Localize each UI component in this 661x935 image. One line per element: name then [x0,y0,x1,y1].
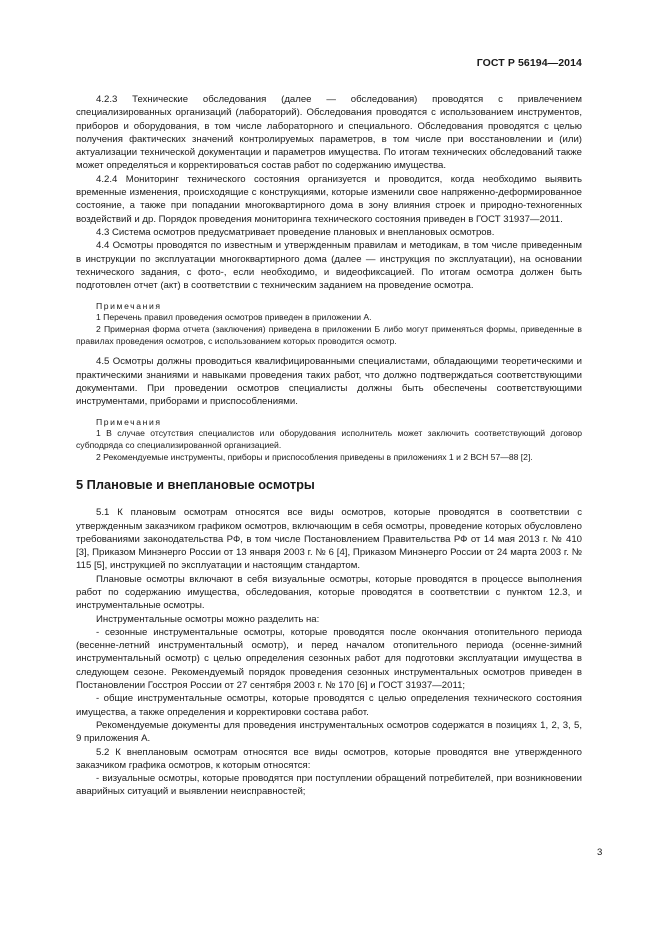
list-item-general: - общие инструментальные осмотры, которые проводятся с целью определения технического состояния имущества, а также определения и корректировки состава работ. [76,693,582,718]
paragraph-planned-inspections: Плановые осмотры включают в себя визуальные осмотры, которые проводятся в процессе выполнения работ по содержанию имущества, обследования, которые проводятся в соответствии с пунктом 12.3, и инструментальные осмотры. [76,573,582,612]
notes-title: Примечания [96,417,162,428]
note-item: 2 Примерная форма отчета (заключения) приведена в приложении Б либо могут применяться формы, приведенные в правилах проведения осмотров, с использованием которых проводится осмотр. [76,324,582,346]
document-code: ГОСТ Р 56194—2014 [476,57,582,69]
paragraph-4-3: 4.3 Система осмотров предусматривает проведение плановых и внеплановых осмотров. [96,226,495,238]
note-item: 1 Перечень правил проведения осмотров приведен в приложении А. [96,312,372,323]
paragraph-4-5: 4.5 Осмотры должны проводиться квалифицированными специалистами, обладающими теоретическими и практическими знаниями и навыками проведения таких работ, что должно подтверждаться соответствующими документами. При проведении осмотров специалисты должны быть обеспечены соответствующими инструментами, приборами и приспособлениями. [76,356,582,408]
notes-block-1 [76,300,582,347]
notes-block-2 [76,416,582,463]
notes-title: Примечания [96,301,162,312]
list-item-visual: - визуальные осмотры, которые проводятся при поступлении обращений потребителей, при возникновении аварийных ситуаций и выявлении неисправностей; [76,773,582,798]
paragraph-5-1: 5.1 К плановым осмотрам относятся все виды осмотров, которые проводятся в соответствии с утвержденным заказчиком графиком осмотров, включающим в себя осмотры, проведение которых обусловлено требованиями законодательства РФ, в том числе Постановлением Правительства РФ от 14 мая 2013 г. № 410 [3], Приказом Минэнерго России от 13 января 2003 г. № 6 [4], Приказом Минэнерго России от 24 марта 2003 г. № 115 [5], инструкцией по эксплуатации и настоящим стандартом. [76,507,582,572]
paragraph-4-2-3: 4.2.3 Технические обследования (далее — обследования) проводятся с привлечением специализированных организаций (лабораторий). Обследования проводятся с использованием инструментов, приборов и оборудования, в том числе лабораторного и специального. Обследования проводятся с целью получения фактических значений контролируемых параметров, в том числе при восстановлении и (или) актуализации технической документации и параметров имущества. По итогам технических обследований также может определяться и корректироваться состав работ по содержанию имущества. [76,94,582,172]
page-content [76,93,582,799]
section-5-heading: 5 Плановые и внеплановые осмотры [76,477,315,493]
paragraph-5-2: 5.2 К внеплановым осмотрам относятся все виды осмотров, которые проводятся вне утвержденного заказчиком графика осмотров, к которым относятся: [76,746,582,771]
paragraph-instrumental-intro: Инструментальные осмотры можно разделить на: [96,613,320,625]
paragraph-recommended-docs: Рекомендуемые документы для проведения инструментальных осмотров содержатся в позициях 1, 2, 3, 5, 9 приложения А. [76,719,582,745]
paragraph-4-4: 4.4 Осмотры проводятся по известным и утвержденным правилам и методикам, в том числе приведенным в инструкции по эксплуатации многоквартирного дома (далее — инструкция по эксплуатации), на основании технического задания, с фото-, если необходимо, и видеофиксацией. По итогам осмотра должен быть подготовлен отчет (акт) в соответствии с техническим заданием на проведение осмотра. [76,240,582,292]
page-number: 3 [597,847,603,858]
list-item-seasonal: - сезонные инструментальные осмотры, которые проводятся после окончания отопительного периода (весенне-летний инструментальный осмотр), и перед началом отопительного периода (осенне-зимний инструментальный осмотр) с целью определения сезонных работ для подготовки эксплуатации имущества в следующем сезоне. Рекомендуемый порядок проведения сезонных инструментальных осмотров приведен в Постановлении Госстроя России от 27 сентября 2003 г. № 170 [6] и ГОСТ 31937—2011; [76,626,582,692]
paragraph-4-2-4: 4.2.4 Мониторинг технического состояния организуется и проводится, когда необходимо выявить временные изменения, происходящие с конструкциями, которые изменили свое напряженно-деформированное состояние, а также при попадании многоквартирного дома в зону влияния строек и природно-техногенных воздействий и др. Порядок проведения мониторинга технического состояния приведен в ГОСТ 31937—2011. [76,173,582,225]
note-item: 2 Рекомендуемые инструменты, приборы и приспособления приведены в приложениях 1 и 2 ВСН 57—88 [2]. [96,451,533,462]
note-item: 1 В случае отсутствия специалистов или оборудования исполнитель может заключить соответствующий договор субподряда со специализированной организацией. [76,428,582,451]
